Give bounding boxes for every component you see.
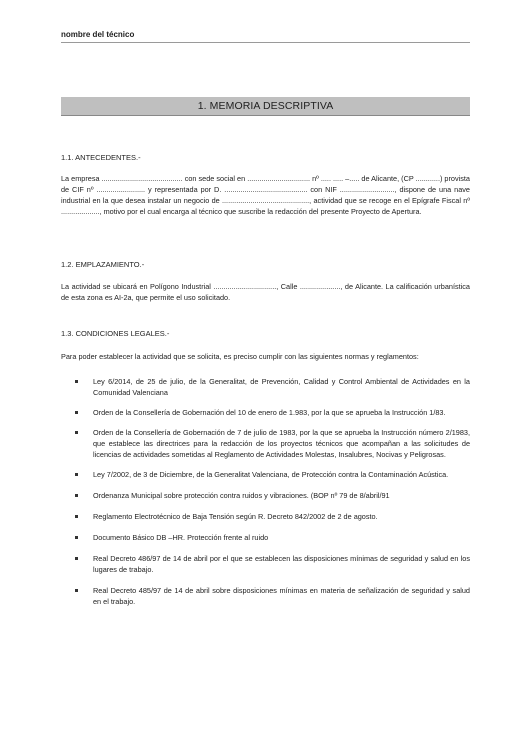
bullet-icon xyxy=(75,380,78,383)
list-item: Orden de la Consellería de Gobernación de 7 de julio de 1983, por la que se aprueba la Instrucción número 2/1983, que establece las directrices para la redacción de los proyectos técnicos que acompañan a las solicitudes de licencias de actividades sometidas al Reglamento de Actividades Molestas, Insalubres, Nocivas y Peligrosas. xyxy=(61,427,470,460)
bullet-icon xyxy=(75,557,78,560)
document-title: 1. MEMORIA DESCRIPTIVA xyxy=(197,100,334,112)
list-item: Real Decreto 485/97 de 14 de abril sobre disposiciones mínimas en materia de señalización de seguridad y salud en el trabajo. xyxy=(61,585,470,607)
list-item: Ordenanza Municipal sobre protección contra ruidos y vibraciones. (BOP nº 79 de 8/abril/91 xyxy=(61,490,470,501)
title-bar xyxy=(61,97,470,116)
bullet-icon xyxy=(75,515,78,518)
list-item: Ley 7/2002, de 3 de Diciembre, de la Generalitat Valenciana, de Protección contra la Contaminación Acústica. xyxy=(61,469,470,480)
section-heading-antecedentes: 1.1. ANTECEDENTES.- xyxy=(61,153,141,162)
page-header xyxy=(61,30,470,43)
list-item: Ley 6/2014, de 25 de julio, de la Generalitat, de Prevención, Calidad y Control Ambiental de Actividades en la Comunidad Valenciana xyxy=(61,376,470,398)
bullet-icon xyxy=(75,536,78,539)
list-item: Reglamento Electrotécnico de Baja Tensión según R. Decreto 842/2002 de 2 de agosto. xyxy=(61,511,470,522)
bullet-icon xyxy=(75,473,78,476)
section-heading-condiciones: 1.3. CONDICIONES LEGALES.- xyxy=(61,329,170,338)
technician-name-label: nombre del técnico xyxy=(61,30,135,39)
section-heading-emplazamiento: 1.2. EMPLAZAMIENTO.- xyxy=(61,260,145,269)
section-paragraph-emplazamiento: La actividad se ubicará en Polígono Industrial ..............................., Calle ...................., de Alicante. La calificación urbanística de esta zona es AI-2a, que permite el uso solicitado. xyxy=(61,282,470,302)
regulations-list xyxy=(61,376,470,607)
list-item: Orden de la Consellería de Gobernación del 10 de enero de 1.983, por la que se aprueba la Instrucción 1/83. xyxy=(61,407,470,418)
bullet-icon xyxy=(75,411,78,414)
section-paragraph-condiciones: Para poder establecer la actividad que se solicita, es preciso cumplir con las siguientes normas y reglamentos: xyxy=(61,352,419,361)
bullet-icon xyxy=(75,494,78,497)
bullet-icon xyxy=(75,431,78,434)
list-item: Documento Básico DB –HR. Protección frente al ruido xyxy=(61,532,470,543)
section-paragraph-antecedentes: La empresa ........................................ con sede social en ............................... nº ..... ..... –..... de Alicante, (CP ............) provista de CIF nº ........................ y representada por D. ......................................... con NIF ..........................., dispone de una nave industrial en la que desea instalar un negocio de ..........................................., actividad que se recoge en el Epígrafe Fiscal nº ..................., motivo por el cual encarga al técnico que suscribe la redacción del presente Proyecto de Apertura. xyxy=(61,174,470,216)
bullet-icon xyxy=(75,589,78,592)
list-item: Real Decreto 486/97 de 14 de abril por el que se establecen las disposiciones mínimas de seguridad y salud en los lugares de trabajo. xyxy=(61,553,470,575)
